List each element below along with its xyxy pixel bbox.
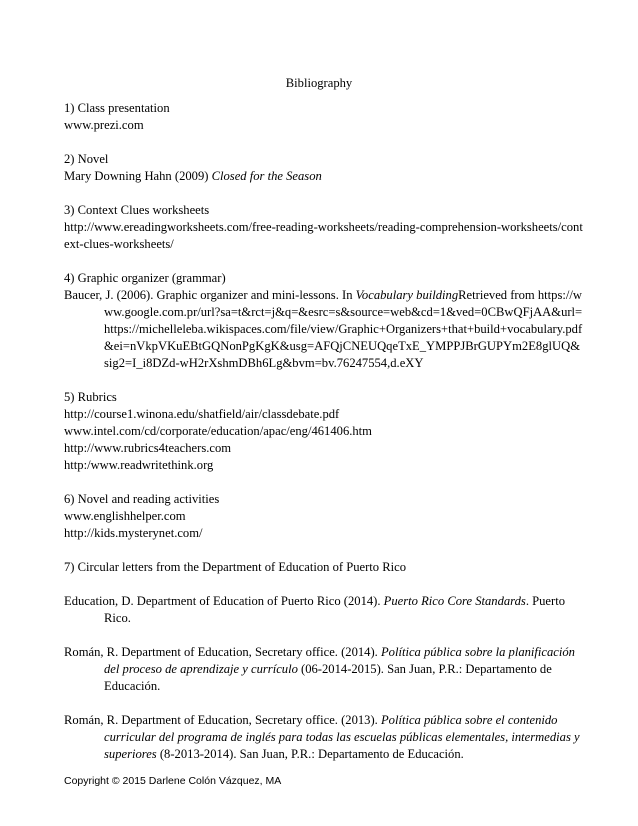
reference-title: Puerto Rico Core Standards	[383, 594, 526, 608]
reference-text: Román, R. Department of Education, Secretary office. (2014).	[64, 645, 381, 659]
reference-link[interactable]: www.intel.com/cd/corporate/education/apac/eng/461406.htm	[64, 424, 372, 438]
reference-link[interactable]: http://kids.mysterynet.com/	[64, 526, 203, 540]
section-heading: 6) Novel and reading activities	[64, 492, 220, 506]
reference-title: Política pública sobre el contenido curricular del programa de inglés para todas las escuelas públicas elementales, intermedias y superiores	[104, 713, 580, 761]
reference-entry	[64, 168, 584, 185]
reference-url[interactable]: Retrieved from https://www.google.com.pr/url?sa=t&rct=j&q=&esrc=s&source=web&cd=1&ved=0CBwQFjAA&url=https://michelleleba.wikispaces.com/file/view/Graphic+Organizers+that+build+vocabulary.pdf&ei=nVkpVKuEBtGQNonPgKgK&usg=AFQjCNEUQqeTxE_YMPPJBrGUPYm2E8glUQ&sig2=I_i8DZd-wH2rXshmDBh6Lg&bvm=bv.76247554,d.eXY	[104, 288, 583, 370]
section-graphic-organizer	[64, 270, 584, 372]
reference-title: Vocabulary building	[355, 288, 459, 302]
section-context-clues	[64, 202, 584, 253]
section-heading: 2) Novel	[64, 152, 109, 166]
page-title: Bibliography	[285, 76, 353, 90]
section-rubrics	[64, 389, 584, 474]
section-class-presentation	[64, 100, 584, 134]
section-novel	[64, 151, 584, 185]
reference-entry	[64, 287, 584, 372]
reference-author: Mary Downing Hahn (2009)	[64, 169, 212, 183]
bibliography-content	[64, 100, 584, 780]
reference-text: Education, D. Department of Education of Puerto Rico (2014).	[64, 594, 384, 608]
section-reading-activities	[64, 491, 584, 542]
reference-link[interactable]: www.prezi.com	[64, 118, 144, 132]
section-heading: 1) Class presentation	[64, 101, 170, 115]
section-heading: 7) Circular letters from the Department of Education of Puerto Rico	[64, 560, 407, 574]
reference-link[interactable]: http://www.ereadingworksheets.com/free-reading-worksheets/reading-comprehension-worksheets/context-clues-worksheets/	[64, 220, 583, 251]
reference-entry	[64, 644, 584, 695]
reference-text: (06-2014-2015). San Juan, P.R.: Departamento de Educación.	[104, 662, 552, 693]
reference-link[interactable]: http://www.rubrics4teachers.com	[64, 441, 232, 455]
section-heading: 4) Graphic organizer (grammar)	[64, 271, 226, 285]
reference-text: . Puerto Rico.	[104, 594, 565, 625]
reference-text: (8-2013-2014). San Juan, P.R.: Departamento de Educación.	[156, 747, 464, 761]
reference-entry	[64, 593, 584, 627]
reference-title: Closed for the Season	[211, 169, 322, 183]
copyright-footer: Copyright © 2015 Darlene Colón Vázquez, MA	[64, 775, 282, 787]
reference-link[interactable]: http://course1.winona.edu/shatfield/air/classdebate.pdf	[64, 407, 340, 421]
reference-link[interactable]: http:/www.readwritethink.org	[64, 458, 214, 472]
section-heading: 5) Rubrics	[64, 390, 117, 404]
reference-title: Política pública sobre la planificación del proceso de aprendizaje y currículo	[104, 645, 575, 676]
section-heading: 3) Context Clues worksheets	[64, 203, 210, 217]
reference-entry	[64, 712, 584, 763]
reference-link[interactable]: www.englishhelper.com	[64, 509, 186, 523]
reference-text: Baucer, J. (2006). Graphic organizer and mini-lessons. In	[64, 288, 356, 302]
section-circular-letters	[64, 559, 584, 576]
reference-text: Román, R. Department of Education, Secretary office. (2013).	[64, 713, 381, 727]
